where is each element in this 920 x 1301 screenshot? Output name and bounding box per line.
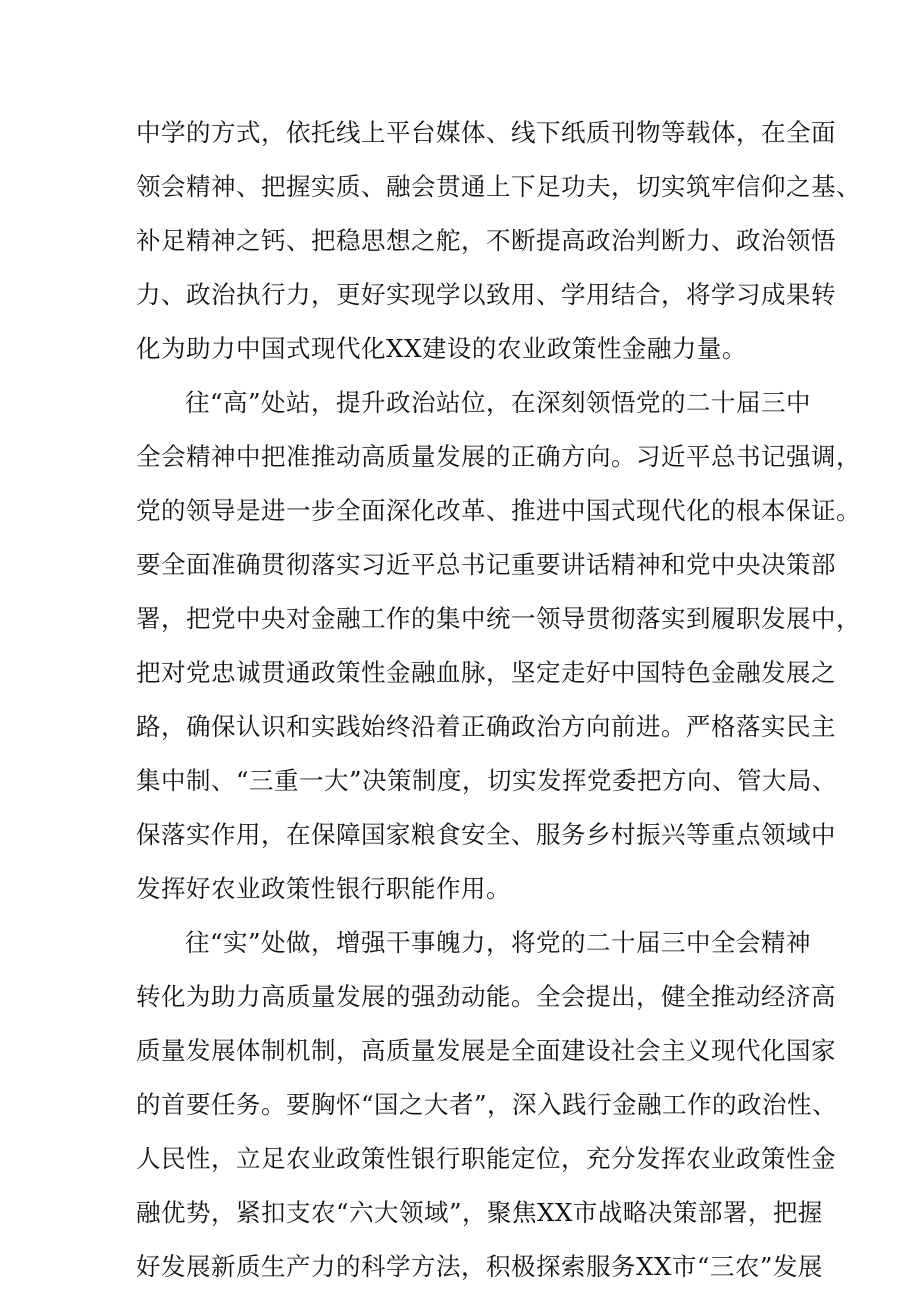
text-line: 补足精神之钙、把稳思想之舵，不断提高政治判断力、政治领悟 <box>136 226 836 255</box>
text-line: 保落实作用，在保障国家粮食安全、服务乡村振兴等重点领域中 <box>136 820 836 849</box>
paragraph-1 <box>136 106 861 376</box>
text-line: 中学的方式，依托线上平台媒体、线下纸质刊物等载体，在全面 <box>136 118 836 147</box>
text-line: 力、政治执行力，更好实现学以致用、学用结合，将学习成果转 <box>136 280 836 309</box>
text-line: 人民性，立足农业政策性银行职能定位，充分发挥农业政策性金 <box>136 1144 836 1173</box>
text-line: 往“实”处做，增强干事魄力，将党的二十届三中全会精神 <box>185 928 812 957</box>
text-line: 质量发展体制机制，高质量发展是全面建设社会主义现代化国家 <box>136 1036 836 1065</box>
paragraph-2 <box>136 376 861 916</box>
text-line: 集中制、“三重一大”决策制度，切实发挥党委把方向、管大局、 <box>136 766 838 795</box>
text-line: 党的领导是进一步全面深化改革、推进中国式现代化的根本保证。 <box>136 496 861 525</box>
text-line: 好发展新质生产力的科学方法，积极探索服务XX市“三农”发展 <box>136 1252 823 1281</box>
text-line: 往“高”处站，提升政治站位，在深刻领悟党的二十届三中 <box>185 388 812 417</box>
text-line: 的首要任务。要胸怀“国之大者”，深入践行金融工作的政治性、 <box>136 1090 838 1119</box>
text-line: 发挥好农业政策性银行职能作用。 <box>136 874 511 903</box>
text-line: 领会精神、把握实质、融会贯通上下足功夫，切实筑牢信仰之基、 <box>136 172 861 201</box>
text-line: 署，把党中央对金融工作的集中统一领导贯彻落实到履职发展中， <box>136 604 861 633</box>
text-line: 把对党忠诚贯通政策性金融血脉，坚定走好中国特色金融发展之 <box>136 658 836 687</box>
text-line: 融优势，紧扣支农“六大领域”，聚焦XX市战略决策部署，把握 <box>136 1198 823 1227</box>
document-body <box>136 106 861 1294</box>
text-line: 路，确保认识和实践始终沿着正确政治方向前进。严格落实民主 <box>136 712 836 741</box>
text-line: 要全面准确贯彻落实习近平总书记重要讲话精神和党中央决策部 <box>136 550 836 579</box>
text-line: 化为助力中国式现代化XX建设的农业政策性金融力量。 <box>136 334 747 363</box>
text-line: 转化为助力高质量发展的强劲动能。全会提出，健全推动经济高 <box>136 982 836 1011</box>
text-line: 全会精神中把准推动高质量发展的正确方向。习近平总书记强调， <box>136 442 861 471</box>
paragraph-3 <box>136 916 838 1294</box>
